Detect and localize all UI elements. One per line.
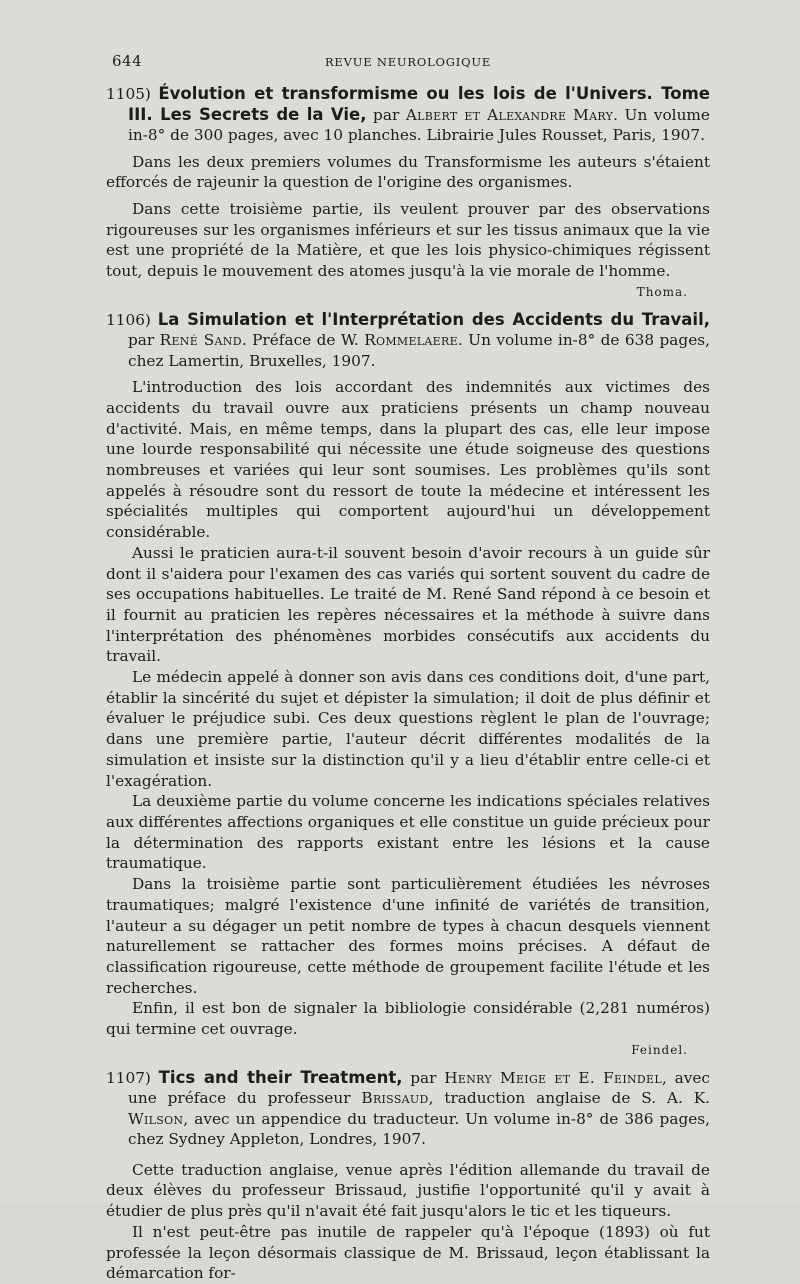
entry-title: Évolution et transformisme ou les lois de l'Univers. Tome III. Les Secrets de la Vie, (128, 84, 710, 124)
entry-publication-part: , traduction anglaise de S. A. K. (428, 1089, 710, 1108)
review-entry-1107 (106, 1068, 710, 1284)
entry-publication: , avec un appendice du traducteur. Un volume in-8° de 386 pages, chez Sydney Appleton, Londres, 1907. (128, 1109, 710, 1149)
paragraph: Aussi le praticien aura-t-il souvent besoin d'avoir recours à un guide sûr dont il s'aidera pour l'examen des cas variés qui sortent souvent du cadre de ses occupations habituelles. Le traité de M. René Sand répond à ce besoin et il fournit au praticien les repères nécessaires et la méthode à suivre dans l'interprétation des phénomènes morbides consécutifs aux accidents du travail. (106, 543, 710, 666)
paragraph: Il n'est peut-être pas inutile de rappeler qu'à l'époque (1893) où fut professée la leçon désormais classique de M. Brissaud, leçon établissant la démarcation for- (106, 1222, 710, 1283)
entry-heading (106, 310, 710, 372)
journal-title: REVUE NEUROLOGIQUE (324, 55, 492, 69)
paragraph: La deuxième partie du volume concerne les indications spéciales relatives aux différentes affections organiques et elle constitue un guide précieux pour la détermination des rapports existant entre les lésions et la cause traumatique. (106, 792, 710, 873)
paragraph: Le médecin appelé à donner son avis dans ces conditions doit, d'une part, établir la sincérité du sujet et dépister la simulation; il doit de plus définir et évaluer le préjudice subi. Ces deux questions règlent le plan de l'ouvrage; dans une première partie, l'auteur décrit différentes modalités de la simulation et insiste sur la distinction qu'il y a lieu d'établir entre celle-ci et l'exagération. (106, 668, 710, 790)
paragraph: Cette traduction anglaise, venue après l'édition allemande du travail de deux élèves du professeur Brissaud, justifie l'opportunité qu'il y avait à étudier de plus près qu'il n'avait été fait jusqu'alors le tic et les tiqueurs. (106, 1160, 710, 1221)
preface-author: Brissaud (361, 1089, 429, 1108)
running-head (106, 52, 710, 76)
text-column (106, 52, 710, 1284)
entry-authors: Albert et Alexandre Mary (405, 105, 614, 124)
paragraph: Dans cette troisième partie, ils veulent prouver par des observations rigoureuses sur les organismes inférieurs et sur les tissus animaux que la vie est une propriété de la Matière, et que les lois physico-chimiques régissent tout, depuis le mouvement des atomes jusqu'à la vie morale de l'homme. (106, 199, 710, 281)
paragraph: L'introduction des lois accordant des indemnités aux victimes des accidents du travail ouvre aux praticiens présents un champ nouveau d'activité. Mais, en même temps, dans la plupart des cas, elle leur impose une lourde responsabilité qui nécessite une étude soigneuse des questions nombreuses et variées qui leur sont soumises. Les problèmes qu'ils sont appelés à résoudre sont du ressort de toute la médecine et intéressent les spécialités multiples qui comportent aujourd'hui un développement considérable. (106, 378, 710, 542)
entry-title: La Simulation et l'Interprétation des Accidents du Travail, (157, 309, 710, 329)
entry-publication: . Un volume in-8° de 300 pages, avec 10 planches. Librairie Jules Rousset, Paris, 1907. (128, 105, 710, 144)
paragraph: Dans la troisième partie sont particulièrement étudiées les névroses traumatiques; malgré l'existence d'une infinité de variétés de transition, l'auteur a su dégager un petit nombre de types à chacun desquels viennent naturellement se rattacher des formes moins précises. A défaut de classification rigoureuse, cette méthode de groupement facilite l'étude et les recherches. (106, 875, 710, 997)
page-number: 644 (112, 52, 143, 70)
entry-publication-part: , avec une préface du professeur (128, 1068, 710, 1108)
translator-name: Wilson (128, 1109, 184, 1128)
entry-heading (106, 84, 710, 146)
paragraph: Dans les deux premiers volumes du Transformisme les auteurs s'étaient efforcés de rajeunir la question de l'origine des organismes. (106, 152, 710, 192)
entry-publication-part: . Préface de W. (241, 331, 365, 350)
review-entry-1106 (106, 310, 710, 1060)
entry-number: 1106) (106, 310, 151, 329)
reviewer-signature: Feindel. (631, 1042, 688, 1057)
reviewer-signature: Thoma. (636, 284, 688, 299)
entry-publication: . Un volume in-8° de 638 pages, chez Lamertin, Bruxelles, 1907. (128, 331, 710, 370)
entry-authors: René Sand (159, 331, 242, 350)
entry-title: Tics and their Treatment, (158, 1067, 403, 1087)
by-word: par (373, 105, 400, 124)
review-entry-1105 (106, 84, 710, 302)
entry-number: 1107) (106, 1068, 151, 1087)
entry-authors: Henry Meige et E. Feindel (444, 1068, 662, 1087)
entry-number: 1105) (106, 85, 151, 103)
by-word: par (128, 331, 155, 350)
paragraph: Enfin, il est bon de signaler la bibliologie considérable (2,281 numéros) qui termine cet ouvrage. (106, 999, 710, 1039)
preface-author: Rommelaere (364, 331, 458, 350)
entry-heading (106, 1068, 710, 1150)
by-word: par (410, 1068, 437, 1087)
